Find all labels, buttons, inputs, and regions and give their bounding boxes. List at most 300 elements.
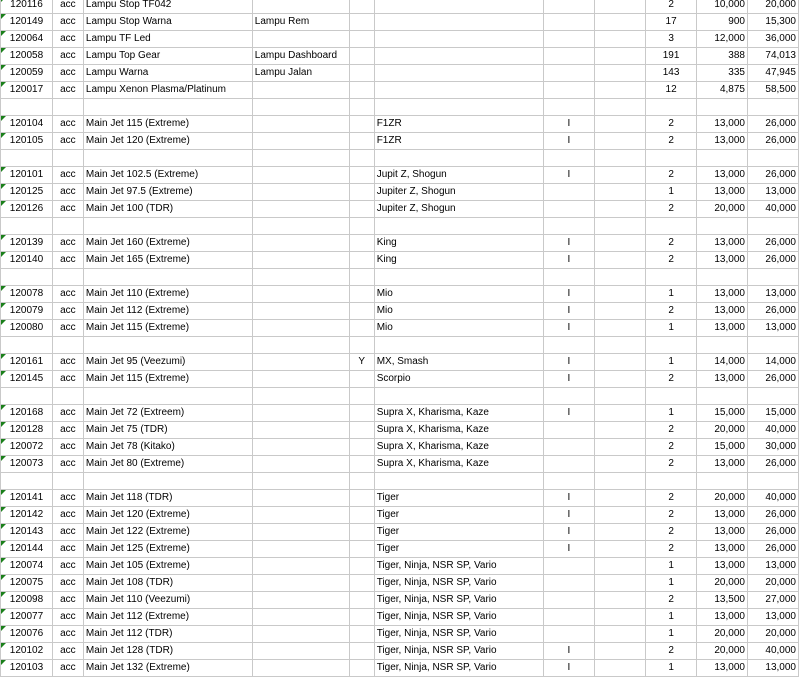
type-cell[interactable]: acc (52, 201, 83, 218)
motorcycle-cell[interactable]: Tiger, Ninja, NSR SP, Vario (374, 626, 543, 643)
quantity-cell[interactable]: 2 (646, 541, 697, 558)
item-code-cell[interactable]: 120149 (1, 14, 53, 31)
quantity-cell[interactable]: 2 (646, 0, 697, 14)
price-cell[interactable] (697, 337, 748, 354)
mark-cell[interactable] (543, 31, 595, 48)
quantity-cell[interactable]: 1 (646, 575, 697, 592)
price-cell[interactable]: 13,000 (697, 184, 748, 201)
mark-cell[interactable] (543, 218, 595, 235)
empty-cell[interactable] (595, 643, 646, 660)
total-cell[interactable]: 27,000 (747, 592, 798, 609)
flag-cell[interactable] (349, 592, 374, 609)
mark-cell[interactable] (543, 422, 595, 439)
quantity-cell[interactable]: 2 (646, 303, 697, 320)
price-cell[interactable] (697, 473, 748, 490)
item-code-cell[interactable]: 120161 (1, 354, 53, 371)
type-cell[interactable] (52, 150, 83, 167)
quantity-cell[interactable] (646, 269, 697, 286)
description-cell[interactable] (83, 269, 252, 286)
category-cell[interactable] (252, 0, 349, 14)
mark-cell[interactable] (543, 609, 595, 626)
motorcycle-cell[interactable] (374, 388, 543, 405)
item-code-cell[interactable]: 120103 (1, 660, 53, 677)
flag-cell[interactable] (349, 524, 374, 541)
mark-cell[interactable] (543, 14, 595, 31)
item-code-cell[interactable]: 120168 (1, 405, 53, 422)
mark-cell[interactable]: I (543, 354, 595, 371)
quantity-cell[interactable]: 1 (646, 609, 697, 626)
empty-cell[interactable] (595, 99, 646, 116)
flag-cell[interactable] (349, 269, 374, 286)
total-cell[interactable]: 14,000 (747, 354, 798, 371)
mark-cell[interactable] (543, 456, 595, 473)
type-cell[interactable]: acc (52, 167, 83, 184)
quantity-cell[interactable]: 2 (646, 592, 697, 609)
type-cell[interactable]: acc (52, 643, 83, 660)
price-cell[interactable] (697, 388, 748, 405)
category-cell[interactable] (252, 269, 349, 286)
description-cell[interactable]: Main Jet 100 (TDR) (83, 201, 252, 218)
total-cell[interactable]: 58,500 (747, 82, 798, 99)
flag-cell[interactable] (349, 82, 374, 99)
total-cell[interactable] (747, 337, 798, 354)
mark-cell[interactable] (543, 150, 595, 167)
total-cell[interactable]: 47,945 (747, 65, 798, 82)
total-cell[interactable]: 26,000 (747, 507, 798, 524)
item-code-cell[interactable]: 120059 (1, 65, 53, 82)
empty-cell[interactable] (595, 371, 646, 388)
description-cell[interactable]: Main Jet 160 (Extreme) (83, 235, 252, 252)
category-cell[interactable]: Lampu Dashboard (252, 48, 349, 65)
flag-cell[interactable] (349, 0, 374, 14)
price-cell[interactable] (697, 99, 748, 116)
description-cell[interactable] (83, 473, 252, 490)
type-cell[interactable]: acc (52, 439, 83, 456)
motorcycle-cell[interactable]: Tiger, Ninja, NSR SP, Vario (374, 592, 543, 609)
price-cell[interactable]: 20,000 (697, 490, 748, 507)
price-cell[interactable]: 13,000 (697, 541, 748, 558)
description-cell[interactable] (83, 337, 252, 354)
quantity-cell[interactable]: 143 (646, 65, 697, 82)
flag-cell[interactable] (349, 541, 374, 558)
quantity-cell[interactable]: 2 (646, 133, 697, 150)
mark-cell[interactable] (543, 626, 595, 643)
item-code-cell[interactable] (1, 150, 53, 167)
total-cell[interactable]: 26,000 (747, 116, 798, 133)
price-cell[interactable] (697, 150, 748, 167)
empty-cell[interactable] (595, 490, 646, 507)
category-cell[interactable] (252, 150, 349, 167)
total-cell[interactable]: 40,000 (747, 201, 798, 218)
category-cell[interactable] (252, 99, 349, 116)
type-cell[interactable]: acc (52, 456, 83, 473)
description-cell[interactable]: Main Jet 122 (Extreme) (83, 524, 252, 541)
type-cell[interactable]: acc (52, 507, 83, 524)
total-cell[interactable]: 13,000 (747, 660, 798, 677)
flag-cell[interactable] (349, 371, 374, 388)
type-cell[interactable] (52, 337, 83, 354)
type-cell[interactable]: acc (52, 320, 83, 337)
flag-cell[interactable] (349, 507, 374, 524)
motorcycle-cell[interactable]: Mio (374, 286, 543, 303)
mark-cell[interactable]: I (543, 286, 595, 303)
price-cell[interactable]: 335 (697, 65, 748, 82)
item-code-cell[interactable]: 120073 (1, 456, 53, 473)
category-cell[interactable] (252, 286, 349, 303)
total-cell[interactable] (747, 473, 798, 490)
type-cell[interactable]: acc (52, 31, 83, 48)
empty-cell[interactable] (595, 0, 646, 14)
total-cell[interactable]: 40,000 (747, 643, 798, 660)
flag-cell[interactable] (349, 643, 374, 660)
empty-cell[interactable] (595, 575, 646, 592)
type-cell[interactable] (52, 269, 83, 286)
motorcycle-cell[interactable]: Tiger, Ninja, NSR SP, Vario (374, 660, 543, 677)
category-cell[interactable] (252, 524, 349, 541)
flag-cell[interactable] (349, 286, 374, 303)
quantity-cell[interactable]: 1 (646, 558, 697, 575)
empty-cell[interactable] (595, 218, 646, 235)
price-cell[interactable]: 13,000 (697, 660, 748, 677)
flag-cell[interactable] (349, 116, 374, 133)
total-cell[interactable]: 13,000 (747, 286, 798, 303)
type-cell[interactable]: acc (52, 286, 83, 303)
category-cell[interactable] (252, 354, 349, 371)
type-cell[interactable] (52, 99, 83, 116)
price-cell[interactable]: 13,000 (697, 507, 748, 524)
flag-cell[interactable] (349, 388, 374, 405)
quantity-cell[interactable] (646, 218, 697, 235)
empty-cell[interactable] (595, 337, 646, 354)
empty-cell[interactable] (595, 235, 646, 252)
price-cell[interactable]: 20,000 (697, 201, 748, 218)
mark-cell[interactable]: I (543, 405, 595, 422)
motorcycle-cell[interactable] (374, 0, 543, 14)
mark-cell[interactable]: I (543, 660, 595, 677)
flag-cell[interactable] (349, 660, 374, 677)
flag-cell[interactable] (349, 320, 374, 337)
motorcycle-cell[interactable]: Tiger (374, 541, 543, 558)
description-cell[interactable]: Lampu Stop Warna (83, 14, 252, 31)
flag-cell[interactable] (349, 558, 374, 575)
motorcycle-cell[interactable]: Tiger, Ninja, NSR SP, Vario (374, 609, 543, 626)
empty-cell[interactable] (595, 184, 646, 201)
flag-cell[interactable] (349, 252, 374, 269)
category-cell[interactable] (252, 507, 349, 524)
description-cell[interactable]: Main Jet 108 (TDR) (83, 575, 252, 592)
total-cell[interactable]: 26,000 (747, 252, 798, 269)
empty-cell[interactable] (595, 609, 646, 626)
motorcycle-cell[interactable] (374, 65, 543, 82)
description-cell[interactable]: Main Jet 110 (Veezumi) (83, 592, 252, 609)
empty-cell[interactable] (595, 473, 646, 490)
category-cell[interactable] (252, 31, 349, 48)
motorcycle-cell[interactable]: Tiger, Ninja, NSR SP, Vario (374, 558, 543, 575)
quantity-cell[interactable]: 1 (646, 320, 697, 337)
mark-cell[interactable] (543, 184, 595, 201)
motorcycle-cell[interactable]: Supra X, Kharisma, Kaze (374, 405, 543, 422)
description-cell[interactable]: Main Jet 120 (Extreme) (83, 507, 252, 524)
total-cell[interactable]: 13,000 (747, 609, 798, 626)
category-cell[interactable] (252, 167, 349, 184)
quantity-cell[interactable]: 2 (646, 235, 697, 252)
empty-cell[interactable] (595, 150, 646, 167)
mark-cell[interactable]: I (543, 116, 595, 133)
flag-cell[interactable] (349, 473, 374, 490)
description-cell[interactable]: Main Jet 78 (Kitako) (83, 439, 252, 456)
price-cell[interactable]: 15,000 (697, 405, 748, 422)
mark-cell[interactable]: I (543, 541, 595, 558)
flag-cell[interactable] (349, 167, 374, 184)
item-code-cell[interactable]: 120075 (1, 575, 53, 592)
quantity-cell[interactable]: 2 (646, 201, 697, 218)
total-cell[interactable]: 20,000 (747, 0, 798, 14)
category-cell[interactable] (252, 218, 349, 235)
motorcycle-cell[interactable]: F1ZR (374, 133, 543, 150)
description-cell[interactable]: Main Jet 112 (Extreme) (83, 303, 252, 320)
mark-cell[interactable]: I (543, 524, 595, 541)
quantity-cell[interactable]: 2 (646, 439, 697, 456)
mark-cell[interactable] (543, 269, 595, 286)
mark-cell[interactable] (543, 575, 595, 592)
quantity-cell[interactable]: 2 (646, 507, 697, 524)
price-cell[interactable]: 13,500 (697, 592, 748, 609)
total-cell[interactable]: 20,000 (747, 575, 798, 592)
item-code-cell[interactable]: 120017 (1, 82, 53, 99)
item-code-cell[interactable]: 120074 (1, 558, 53, 575)
motorcycle-cell[interactable]: Tiger, Ninja, NSR SP, Vario (374, 575, 543, 592)
motorcycle-cell[interactable]: Supra X, Kharisma, Kaze (374, 439, 543, 456)
total-cell[interactable] (747, 388, 798, 405)
price-cell[interactable]: 13,000 (697, 286, 748, 303)
type-cell[interactable]: acc (52, 65, 83, 82)
quantity-cell[interactable]: 2 (646, 167, 697, 184)
quantity-cell[interactable] (646, 337, 697, 354)
category-cell[interactable]: Lampu Rem (252, 14, 349, 31)
type-cell[interactable]: acc (52, 575, 83, 592)
mark-cell[interactable] (543, 65, 595, 82)
item-code-cell[interactable]: 120078 (1, 286, 53, 303)
flag-cell[interactable] (349, 575, 374, 592)
category-cell[interactable] (252, 490, 349, 507)
empty-cell[interactable] (595, 439, 646, 456)
total-cell[interactable]: 20,000 (747, 626, 798, 643)
total-cell[interactable]: 26,000 (747, 541, 798, 558)
item-code-cell[interactable]: 120116 (1, 0, 53, 14)
empty-cell[interactable] (595, 660, 646, 677)
quantity-cell[interactable]: 1 (646, 184, 697, 201)
mark-cell[interactable]: I (543, 235, 595, 252)
quantity-cell[interactable]: 1 (646, 405, 697, 422)
quantity-cell[interactable]: 2 (646, 524, 697, 541)
empty-cell[interactable] (595, 558, 646, 575)
quantity-cell[interactable]: 12 (646, 82, 697, 99)
flag-cell[interactable] (349, 609, 374, 626)
description-cell[interactable]: Main Jet 132 (Extreme) (83, 660, 252, 677)
flag-cell[interactable] (349, 490, 374, 507)
mark-cell[interactable]: I (543, 643, 595, 660)
category-cell[interactable] (252, 235, 349, 252)
total-cell[interactable] (747, 150, 798, 167)
category-cell[interactable] (252, 660, 349, 677)
mark-cell[interactable] (543, 337, 595, 354)
category-cell[interactable]: Lampu Jalan (252, 65, 349, 82)
motorcycle-cell[interactable] (374, 150, 543, 167)
description-cell[interactable]: Lampu Stop TF042 (83, 0, 252, 14)
empty-cell[interactable] (595, 201, 646, 218)
motorcycle-cell[interactable]: Supra X, Kharisma, Kaze (374, 456, 543, 473)
category-cell[interactable] (252, 558, 349, 575)
price-cell[interactable] (697, 269, 748, 286)
price-cell[interactable]: 388 (697, 48, 748, 65)
type-cell[interactable]: acc (52, 371, 83, 388)
total-cell[interactable] (747, 99, 798, 116)
category-cell[interactable] (252, 116, 349, 133)
description-cell[interactable]: Main Jet 128 (TDR) (83, 643, 252, 660)
empty-cell[interactable] (595, 116, 646, 133)
total-cell[interactable]: 40,000 (747, 422, 798, 439)
empty-cell[interactable] (595, 524, 646, 541)
motorcycle-cell[interactable] (374, 269, 543, 286)
description-cell[interactable]: Main Jet 118 (TDR) (83, 490, 252, 507)
empty-cell[interactable] (595, 405, 646, 422)
quantity-cell[interactable]: 1 (646, 626, 697, 643)
mark-cell[interactable]: I (543, 303, 595, 320)
type-cell[interactable]: acc (52, 660, 83, 677)
empty-cell[interactable] (595, 133, 646, 150)
item-code-cell[interactable]: 120145 (1, 371, 53, 388)
item-code-cell[interactable]: 120064 (1, 31, 53, 48)
category-cell[interactable] (252, 456, 349, 473)
mark-cell[interactable] (543, 439, 595, 456)
motorcycle-cell[interactable]: Jupiter Z, Shogun (374, 184, 543, 201)
price-cell[interactable]: 900 (697, 14, 748, 31)
description-cell[interactable]: Main Jet 95 (Veezumi) (83, 354, 252, 371)
type-cell[interactable]: acc (52, 235, 83, 252)
empty-cell[interactable] (595, 388, 646, 405)
flag-cell[interactable] (349, 184, 374, 201)
description-cell[interactable]: Main Jet 115 (Extreme) (83, 320, 252, 337)
total-cell[interactable]: 13,000 (747, 558, 798, 575)
item-code-cell[interactable] (1, 218, 53, 235)
motorcycle-cell[interactable] (374, 48, 543, 65)
type-cell[interactable]: acc (52, 48, 83, 65)
mark-cell[interactable] (543, 592, 595, 609)
total-cell[interactable]: 26,000 (747, 167, 798, 184)
description-cell[interactable]: Main Jet 105 (Extreme) (83, 558, 252, 575)
motorcycle-cell[interactable]: Tiger (374, 490, 543, 507)
flag-cell[interactable] (349, 31, 374, 48)
item-code-cell[interactable]: 120098 (1, 592, 53, 609)
description-cell[interactable]: Lampu Xenon Plasma/Platinum (83, 82, 252, 99)
motorcycle-cell[interactable] (374, 473, 543, 490)
quantity-cell[interactable]: 2 (646, 490, 697, 507)
total-cell[interactable]: 26,000 (747, 235, 798, 252)
quantity-cell[interactable]: 191 (646, 48, 697, 65)
price-cell[interactable] (697, 218, 748, 235)
category-cell[interactable] (252, 337, 349, 354)
quantity-cell[interactable] (646, 99, 697, 116)
total-cell[interactable]: 13,000 (747, 184, 798, 201)
item-code-cell[interactable] (1, 473, 53, 490)
flag-cell[interactable] (349, 456, 374, 473)
total-cell[interactable]: 15,300 (747, 14, 798, 31)
mark-cell[interactable]: I (543, 507, 595, 524)
quantity-cell[interactable]: 1 (646, 286, 697, 303)
motorcycle-cell[interactable] (374, 14, 543, 31)
type-cell[interactable]: acc (52, 609, 83, 626)
description-cell[interactable]: Main Jet 102.5 (Extreme) (83, 167, 252, 184)
price-cell[interactable]: 20,000 (697, 575, 748, 592)
description-cell[interactable]: Lampu TF Led (83, 31, 252, 48)
mark-cell[interactable]: I (543, 252, 595, 269)
price-cell[interactable]: 13,000 (697, 133, 748, 150)
item-code-cell[interactable]: 120058 (1, 48, 53, 65)
empty-cell[interactable] (595, 320, 646, 337)
mark-cell[interactable]: I (543, 320, 595, 337)
type-cell[interactable]: acc (52, 592, 83, 609)
price-cell[interactable]: 13,000 (697, 524, 748, 541)
motorcycle-cell[interactable]: Scorpio (374, 371, 543, 388)
item-code-cell[interactable]: 120128 (1, 422, 53, 439)
item-code-cell[interactable]: 120142 (1, 507, 53, 524)
motorcycle-cell[interactable]: King (374, 235, 543, 252)
price-cell[interactable]: 13,000 (697, 609, 748, 626)
flag-cell[interactable] (349, 150, 374, 167)
category-cell[interactable] (252, 133, 349, 150)
category-cell[interactable] (252, 184, 349, 201)
price-cell[interactable]: 12,000 (697, 31, 748, 48)
motorcycle-cell[interactable]: MX, Smash (374, 354, 543, 371)
description-cell[interactable]: Lampu Top Gear (83, 48, 252, 65)
category-cell[interactable] (252, 371, 349, 388)
category-cell[interactable] (252, 252, 349, 269)
motorcycle-cell[interactable]: Tiger (374, 524, 543, 541)
description-cell[interactable]: Main Jet 165 (Extreme) (83, 252, 252, 269)
empty-cell[interactable] (595, 286, 646, 303)
item-code-cell[interactable]: 120140 (1, 252, 53, 269)
type-cell[interactable]: acc (52, 524, 83, 541)
total-cell[interactable]: 26,000 (747, 303, 798, 320)
price-cell[interactable]: 14,000 (697, 354, 748, 371)
item-code-cell[interactable] (1, 337, 53, 354)
item-code-cell[interactable]: 120077 (1, 609, 53, 626)
mark-cell[interactable] (543, 0, 595, 14)
price-cell[interactable]: 13,000 (697, 558, 748, 575)
item-code-cell[interactable]: 120139 (1, 235, 53, 252)
empty-cell[interactable] (595, 14, 646, 31)
price-cell[interactable]: 13,000 (697, 320, 748, 337)
type-cell[interactable] (52, 218, 83, 235)
motorcycle-cell[interactable] (374, 99, 543, 116)
empty-cell[interactable] (595, 507, 646, 524)
price-cell[interactable]: 20,000 (697, 422, 748, 439)
flag-cell[interactable] (349, 133, 374, 150)
category-cell[interactable] (252, 388, 349, 405)
category-cell[interactable] (252, 82, 349, 99)
item-code-cell[interactable]: 120104 (1, 116, 53, 133)
flag-cell[interactable] (349, 405, 374, 422)
type-cell[interactable]: acc (52, 541, 83, 558)
quantity-cell[interactable]: 1 (646, 660, 697, 677)
description-cell[interactable]: Main Jet 80 (Extreme) (83, 456, 252, 473)
price-cell[interactable]: 13,000 (697, 456, 748, 473)
flag-cell[interactable] (349, 422, 374, 439)
motorcycle-cell[interactable] (374, 82, 543, 99)
item-code-cell[interactable]: 120080 (1, 320, 53, 337)
total-cell[interactable]: 26,000 (747, 456, 798, 473)
type-cell[interactable]: acc (52, 116, 83, 133)
